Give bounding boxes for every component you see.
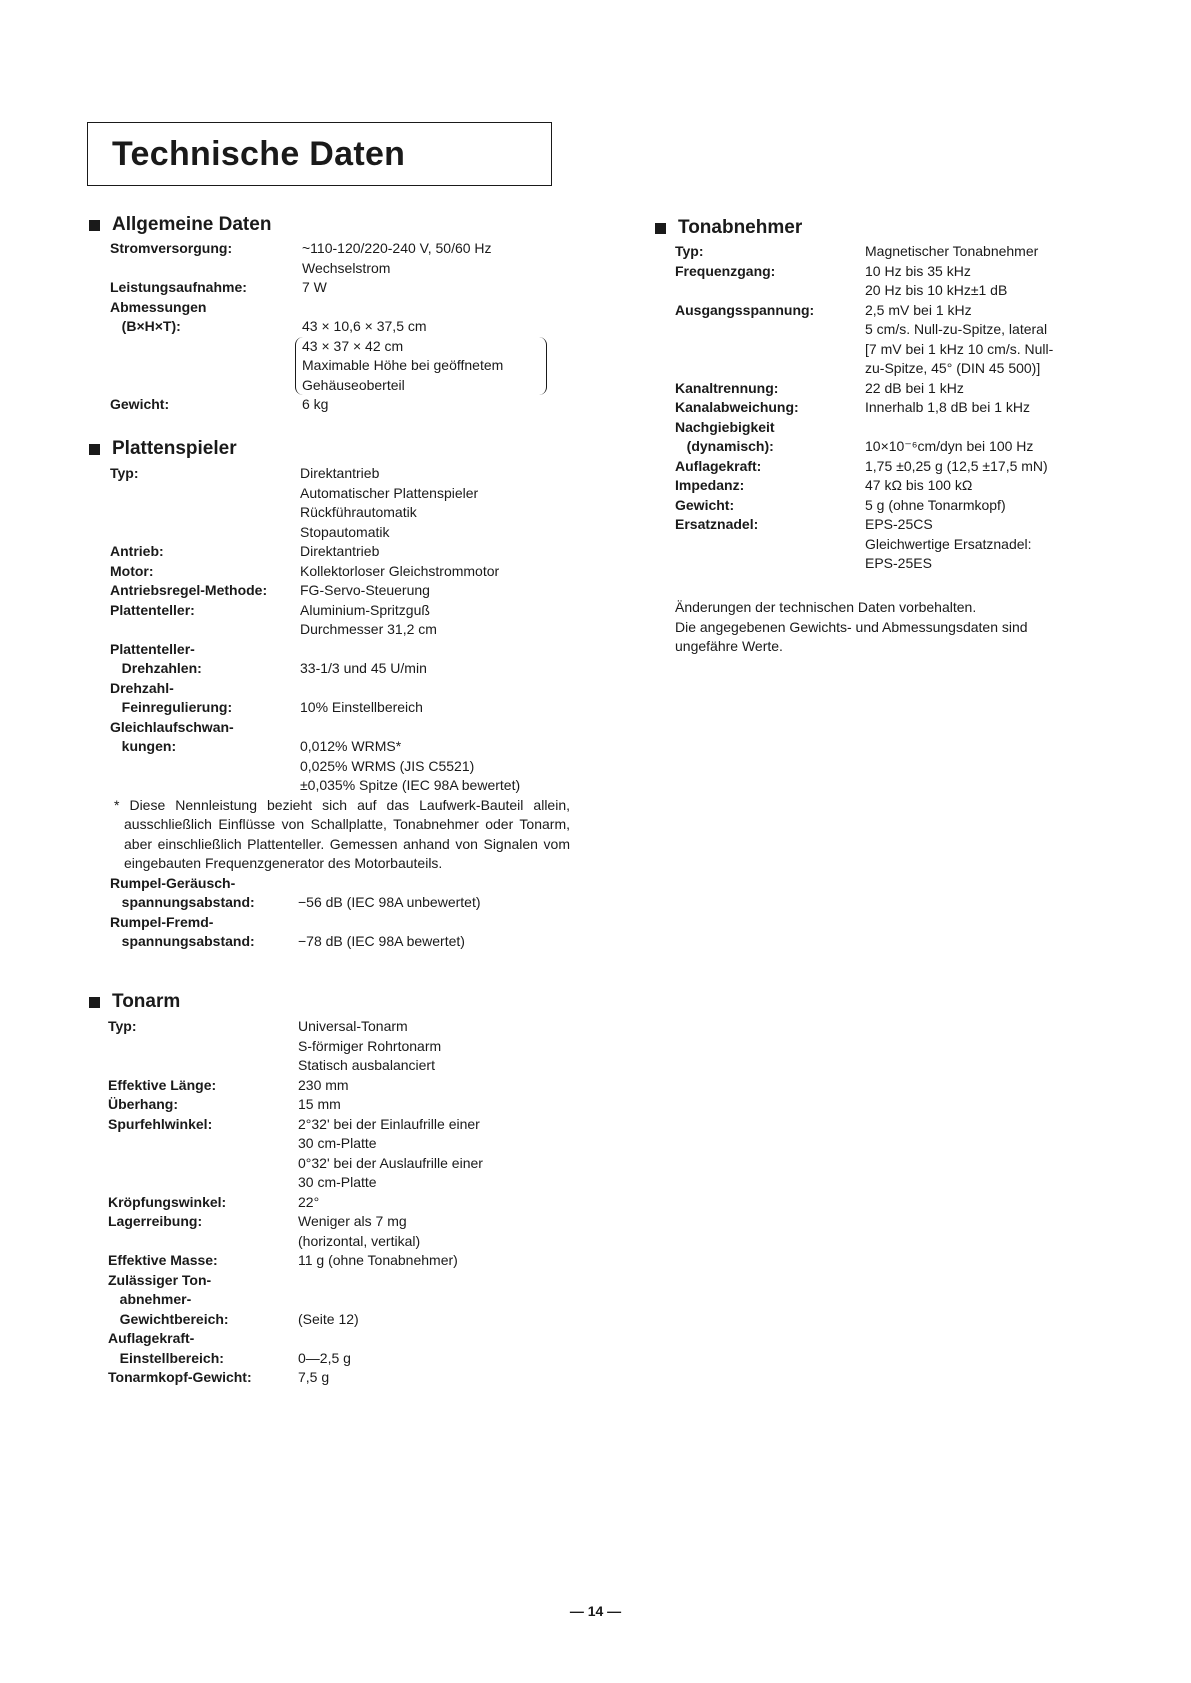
spec-label: Typ: — [675, 243, 704, 259]
spec-value: 1,75 ±0,25 g (12,5 ±17,5 mN) — [865, 457, 1048, 474]
spec-value: 0—2,5 g — [298, 1349, 351, 1366]
spec-label: Nachgiebigkeit — [675, 418, 775, 435]
spec-value: Stopautomatik — [300, 523, 390, 540]
square-bullet-icon — [89, 444, 100, 455]
section-heading — [87, 436, 567, 462]
spec-row — [110, 298, 567, 318]
spec-row — [675, 281, 1123, 301]
spec-row — [108, 1056, 567, 1076]
spec-label: Lagerreibung: — [108, 1213, 203, 1229]
spec-label — [675, 535, 865, 555]
spec-value: 6 kg — [302, 396, 329, 412]
spec-row — [110, 562, 567, 582]
spec-value: 47 kΩ bis 100 kΩ — [865, 477, 973, 493]
spec-value: −78 dB (IEC 98A bewertet) — [298, 933, 465, 949]
spec-label: Frequenzgang: — [675, 262, 776, 279]
spec-label — [110, 259, 302, 279]
spec-row — [110, 932, 567, 952]
spec-label — [110, 356, 302, 376]
spec-value: 22 dB bei 1 kHz — [865, 379, 964, 396]
spec-label: Leistungsaufnahme: — [110, 279, 247, 295]
spec-label: Drehzahlen: — [110, 660, 202, 676]
spec-row — [108, 1037, 567, 1057]
spec-row — [110, 874, 567, 894]
spec-value: 0,025% WRMS (JIS C5521) — [300, 757, 475, 774]
spec-row — [675, 457, 1123, 477]
spec-label: Drehzahl- — [110, 679, 174, 696]
spec-value: ±0,035% Spitze (IEC 98A bewertet) — [300, 777, 521, 793]
spec-row — [110, 737, 567, 757]
spec-label: Antriebsregel-Methode: — [110, 582, 268, 598]
spec-label: Impedanz: — [675, 477, 745, 493]
spec-label: abnehmer- — [108, 1291, 192, 1307]
spec-list — [110, 464, 567, 796]
spec-label — [675, 554, 865, 574]
spec-row — [675, 379, 1123, 399]
spec-value: 7 W — [302, 279, 327, 295]
spec-row — [110, 581, 567, 601]
spec-row — [108, 1134, 567, 1154]
section-heading-text: Plattenspieler — [112, 438, 237, 459]
spec-row — [108, 1115, 567, 1135]
spec-label — [108, 1232, 298, 1252]
spec-label: Auflagekraft- — [108, 1330, 195, 1346]
spec-value: 43 × 10,6 × 37,5 cm — [302, 318, 427, 334]
spec-row — [675, 320, 1123, 340]
spec-row — [675, 515, 1123, 535]
spec-value: 0°32' bei der Auslaufrille einer — [298, 1154, 483, 1171]
spec-list — [110, 239, 567, 415]
spec-label: Kanaltrennung: — [675, 379, 779, 396]
spec-label — [110, 757, 300, 777]
spec-value: Innerhalb 1,8 dB bei 1 kHz — [865, 399, 1030, 415]
spec-label — [110, 503, 300, 523]
spec-row — [110, 757, 567, 777]
spec-label — [108, 1134, 298, 1154]
spec-value: Rückführautomatik — [300, 504, 417, 520]
spec-row — [110, 523, 567, 543]
spec-label — [110, 376, 302, 396]
section-heading-text: Allgemeine Daten — [112, 214, 272, 235]
spec-label: Ersatznadel: — [675, 516, 759, 532]
spec-row — [110, 718, 567, 738]
spec-value: zu-Spitze, 45° (DIN 45 500)] — [865, 360, 1041, 376]
spec-label: Kröpfungswinkel: — [108, 1193, 227, 1210]
spec-row — [110, 317, 567, 337]
spec-row — [110, 776, 567, 796]
spec-label: Ausgangsspannung: — [675, 301, 815, 318]
spec-label: Einstellbereich: — [108, 1349, 224, 1366]
spec-row — [675, 242, 1123, 262]
spec-value: −56 dB (IEC 98A unbewertet) — [298, 894, 481, 910]
spec-row — [108, 1368, 567, 1388]
spec-value: 10 Hz bis 35 kHz — [865, 262, 971, 279]
spec-label: Zulässiger Ton- — [108, 1271, 212, 1288]
spec-value: Automatischer Plattenspieler — [300, 484, 479, 501]
spec-row — [108, 1076, 567, 1096]
spec-row — [675, 437, 1123, 457]
spec-row — [110, 259, 567, 279]
spec-value: (horizontal, vertikal) — [298, 1232, 421, 1249]
spec-row — [110, 698, 567, 718]
spec-label — [110, 337, 302, 357]
spec-row — [110, 239, 567, 259]
spec-row — [675, 359, 1123, 379]
spec-value: Wechselstrom — [302, 259, 391, 276]
spec-value: Direktantrieb — [300, 543, 380, 559]
section-tonarm — [87, 989, 567, 1388]
spec-label: Gewichtbereich: — [108, 1310, 229, 1327]
page-title: Technische Daten — [112, 135, 406, 173]
spec-row — [110, 542, 567, 562]
spec-row — [108, 1271, 567, 1291]
section-plattenspieler — [87, 436, 570, 952]
spec-value: 33-1/3 und 45 U/min — [300, 660, 427, 676]
spec-row — [110, 913, 567, 933]
spec-row — [675, 496, 1123, 516]
page-number: — 14 — — [569, 1603, 622, 1619]
spec-value: Maximable Höhe bei geöffnetem — [302, 357, 504, 373]
spec-value: 5 cm/s. Null-zu-Spitze, lateral — [865, 321, 1048, 337]
spec-row — [108, 1017, 567, 1037]
spec-label: (dynamisch): — [675, 438, 774, 454]
spec-row — [110, 376, 567, 396]
spec-value: Durchmesser 31,2 cm — [300, 621, 437, 637]
spec-label: Plattenteller- — [110, 640, 195, 657]
spec-value: 30 cm-Platte — [298, 1135, 377, 1151]
section-tonabnehmer — [653, 215, 1123, 574]
spec-row — [110, 464, 567, 484]
spec-label: Effektive Masse: — [108, 1252, 218, 1268]
square-bullet-icon — [655, 223, 666, 234]
spec-value: Gehäuseoberteil — [302, 376, 405, 393]
spec-row — [675, 262, 1123, 282]
footnote-paragraph: * Diese Nennleistung bezieht sich auf das Laufwerk-Bauteil allein, ausschließlich Einflüsse von Schallplatte, Tonabnehmer oder Tonarm, aber einschließlich Plattenteller. Gemessen anhand von Signalen vom eingebauten Frequenzgenerator des Motorbauteils. — [114, 796, 570, 871]
spec-row — [110, 640, 567, 660]
spec-label: Spurfehlwinkel: — [108, 1115, 213, 1132]
spec-row — [108, 1212, 567, 1232]
spec-label: spannungsabstand: — [110, 894, 255, 910]
spec-label — [108, 1173, 298, 1193]
spec-value: Statisch ausbalanciert — [298, 1057, 435, 1073]
spec-label — [108, 1037, 298, 1057]
spec-row — [108, 1310, 567, 1330]
section-heading-text: Tonabnehmer — [678, 217, 803, 238]
spec-row — [108, 1290, 567, 1310]
spec-label: Auflagekraft: — [675, 457, 762, 474]
spec-row — [108, 1193, 567, 1213]
spec-row — [675, 535, 1123, 555]
spec-value: [7 mV bei 1 kHz 10 cm/s. Null- — [865, 340, 1054, 357]
spec-row — [675, 418, 1123, 438]
spec-label — [110, 776, 300, 796]
spec-row — [110, 601, 567, 621]
spec-row — [675, 398, 1123, 418]
spec-label: Gewicht: — [675, 496, 735, 513]
spec-value: 10% Einstellbereich — [300, 699, 423, 715]
spec-label: Plattenteller: — [110, 601, 195, 618]
spec-value: EPS-25CS — [865, 516, 933, 532]
spec-row — [675, 301, 1123, 321]
spec-label: Gleichlaufschwan- — [110, 718, 234, 735]
spec-label: Antrieb: — [110, 543, 164, 559]
spec-value: 0,012% WRMS* — [300, 738, 402, 754]
spec-value: Magnetischer Tonabnehmer — [865, 243, 1039, 259]
spec-row — [110, 659, 567, 679]
title-box — [87, 122, 552, 186]
spec-label — [108, 1154, 298, 1174]
spec-label: Typ: — [110, 465, 139, 481]
spec-label — [110, 523, 300, 543]
spec-row — [108, 1173, 567, 1193]
spec-row — [108, 1154, 567, 1174]
spec-row — [108, 1349, 567, 1369]
spec-value: 10×10⁻⁶cm/dyn bei 100 Hz — [865, 438, 1034, 454]
spec-row — [110, 893, 567, 913]
spec-row — [108, 1329, 567, 1349]
spec-list — [108, 1017, 567, 1388]
spec-value: EPS-25ES — [865, 555, 932, 571]
spec-label — [110, 484, 300, 504]
spec-value: 5 g (ohne Tonarmkopf) — [865, 496, 1006, 513]
disclaimer-line: ungefähre Werte. — [675, 638, 783, 654]
spec-value: 7,5 g — [298, 1369, 330, 1385]
disclaimer-line: Änderungen der technischen Daten vorbehalten. — [675, 599, 977, 615]
spec-label: Feinregulierung: — [110, 699, 233, 715]
spec-label: Rumpel-Fremd- — [110, 913, 214, 930]
spec-row — [675, 476, 1123, 496]
section-heading-text: Tonarm — [112, 991, 181, 1012]
spec-value: ~110-120/220-240 V, 50/60 Hz — [302, 240, 492, 256]
spec-label: Typ: — [108, 1018, 137, 1034]
spec-row — [110, 503, 567, 523]
spec-value: (Seite 12) — [298, 1310, 359, 1327]
spec-list — [675, 242, 1123, 574]
spec-list — [110, 874, 567, 952]
section-heading — [653, 215, 1123, 241]
spec-row — [110, 620, 567, 640]
spec-label: Tonarmkopf-Gewicht: — [108, 1369, 252, 1385]
disclaimer-block — [675, 598, 1135, 657]
spec-value: 11 g (ohne Tonabnehmer) — [298, 1252, 458, 1268]
spec-row — [110, 337, 567, 357]
section-allgemeine — [87, 212, 567, 415]
spec-value: Direktantrieb — [300, 465, 380, 481]
spec-label: kungen: — [110, 738, 177, 754]
square-bullet-icon — [89, 220, 100, 231]
spec-label — [108, 1056, 298, 1076]
spec-row — [108, 1251, 567, 1271]
spec-label — [675, 281, 865, 301]
spec-row — [110, 356, 567, 376]
spec-row — [110, 679, 567, 699]
spec-label: Rumpel-Geräusch- — [110, 874, 236, 891]
spec-value: Aluminium-Spritzguß — [300, 601, 430, 618]
spec-row — [110, 484, 567, 504]
spec-value: 43 × 37 × 42 cm — [302, 337, 404, 354]
spec-label: Überhang: — [108, 1096, 178, 1112]
spec-row — [110, 278, 567, 298]
spec-value: 30 cm-Platte — [298, 1174, 377, 1190]
spec-value: 230 mm — [298, 1076, 349, 1093]
section-heading — [87, 212, 567, 238]
spec-row — [108, 1232, 567, 1252]
spec-label: (B×H×T): — [110, 318, 181, 334]
square-bullet-icon — [89, 997, 100, 1008]
disclaimer-line: Die angegebenen Gewichts- und Abmessungsdaten sind — [675, 618, 1028, 635]
spec-value: Kollektorloser Gleichstrommotor — [300, 562, 500, 579]
section-heading — [87, 989, 567, 1015]
spec-row — [110, 395, 567, 415]
spec-value: 22° — [298, 1193, 320, 1210]
spec-label: spannungsabstand: — [110, 933, 255, 949]
spec-row — [675, 554, 1123, 574]
spec-value: Weniger als 7 mg — [298, 1213, 407, 1229]
spec-value: S-förmiger Rohrtonarm — [298, 1037, 442, 1054]
spec-row — [108, 1095, 567, 1115]
spec-value: 2,5 mV bei 1 kHz — [865, 301, 972, 318]
spec-label — [675, 320, 865, 340]
spec-label: Abmessungen — [110, 298, 207, 315]
spec-value: Gleichwertige Ersatznadel: — [865, 535, 1032, 552]
spec-label: Motor: — [110, 562, 154, 579]
spec-value: 20 Hz bis 10 kHz±1 dB — [865, 282, 1008, 298]
spec-value: Universal-Tonarm — [298, 1018, 408, 1034]
spec-label — [110, 620, 300, 640]
spec-label — [675, 359, 865, 379]
spec-label — [675, 340, 865, 360]
spec-label: Gewicht: — [110, 396, 170, 412]
spec-value: 15 mm — [298, 1096, 341, 1112]
spec-row — [675, 340, 1123, 360]
spec-label: Stromversorgung: — [110, 240, 233, 256]
spec-label: Effektive Länge: — [108, 1076, 217, 1093]
spec-value: FG-Servo-Steuerung — [300, 582, 430, 598]
spec-value: 2°32' bei der Einlaufrille einer — [298, 1115, 480, 1132]
spec-label: Kanalabweichung: — [675, 399, 799, 415]
